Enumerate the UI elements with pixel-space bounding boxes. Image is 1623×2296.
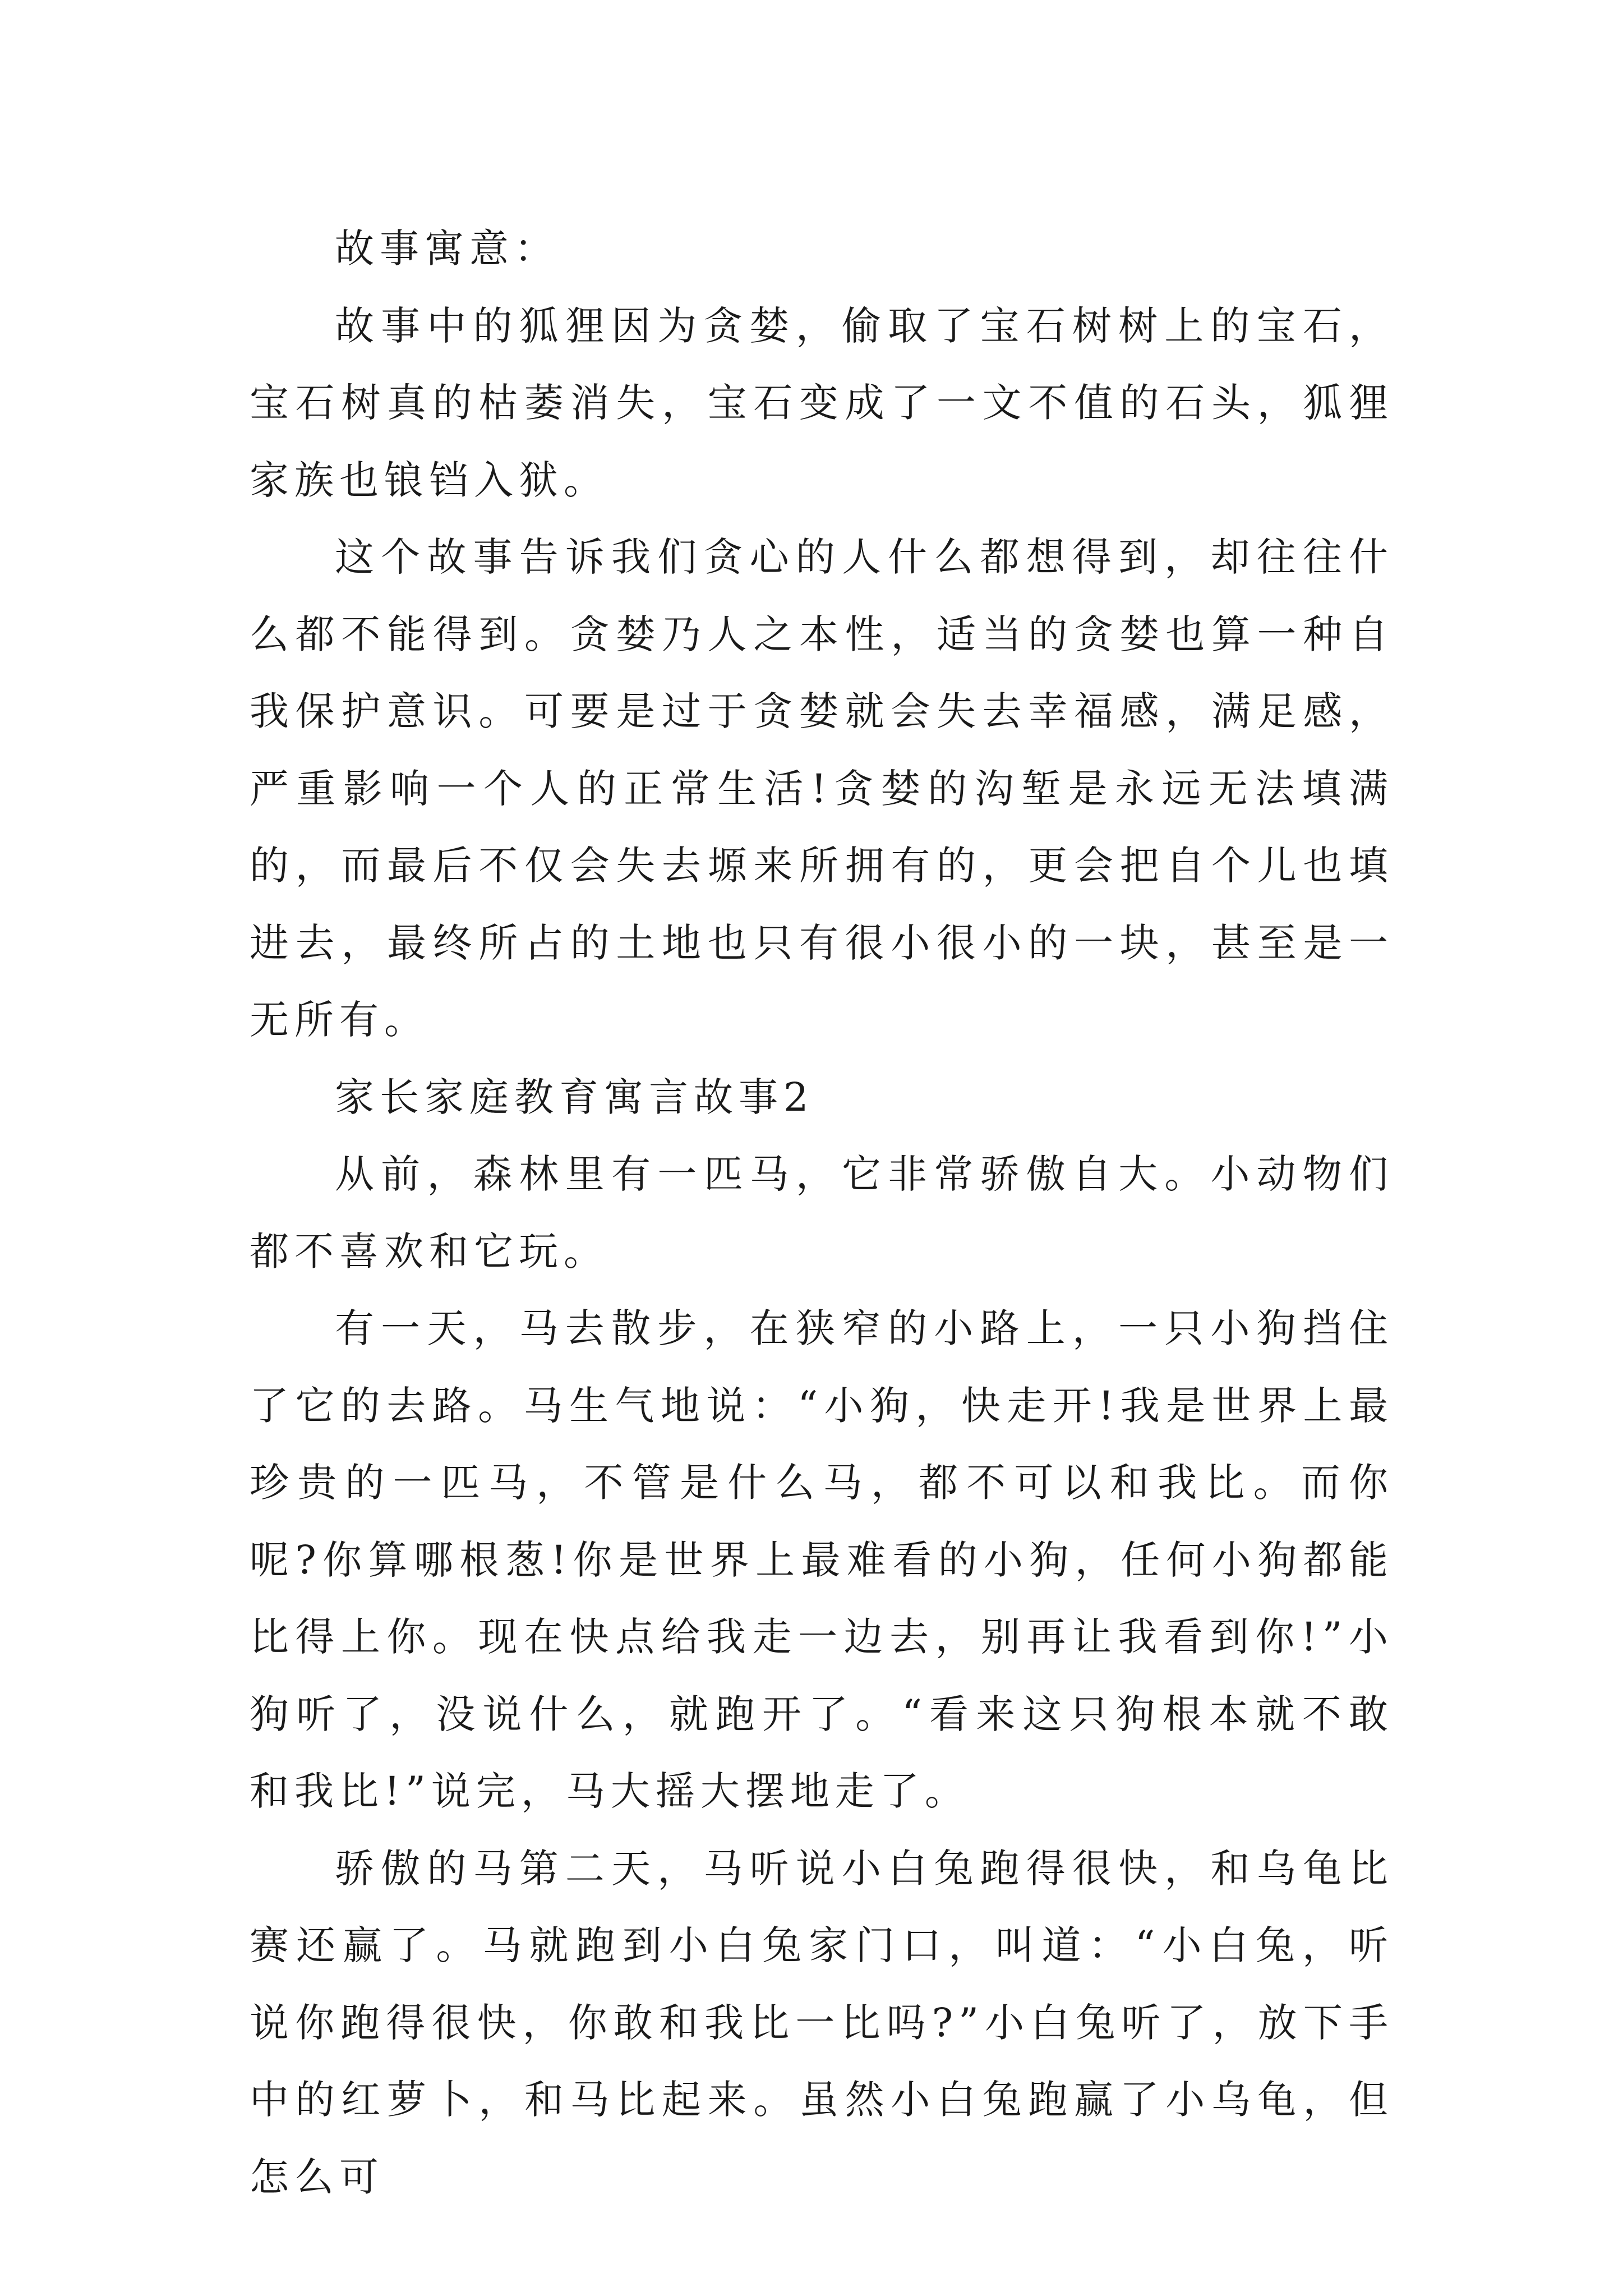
paragraph-greed-lesson: 这个故事告诉我们贪心的人什么都想得到，却往往什么都不能得到。贪婪乃人之本性，适当的贪婪也算一种自我保护意识。可要是过于贪婪就会失去幸福感，满足感，严重影响一个人的正常生活!贪婪的沟堑是永远无法填满的，而最后不仅会失去塬来所拥有的，更会把自个儿也填进去，最终所占的土地也只有很小很小的一块，甚至是一无所有。 (250, 534, 1394, 1043)
paragraph-moral-heading: 故事寓意： (335, 226, 559, 272)
paragraph-fox-summary: 故事中的狐狸因为贪婪，偷取了宝石树树上的宝石，宝石树真的枯萎消失，宝石变成了一文不值的石头，狐狸家族也锒铛入狱。 (250, 302, 1394, 503)
document-body (250, 210, 1394, 2216)
paragraph-horse-intro: 从前，森林里有一匹马，它非常骄傲自大。小动物们都不喜欢和它玩。 (250, 1151, 1394, 1274)
paragraph-horse-and-rabbit: 骄傲的马第二天，马听说小白兔跑得很快，和乌龟比赛还赢了。马就跑到小白兔家门口，叫道：“小白兔，听说你跑得很快，你敢和我比一比吗?”小白兔听了，放下手中的红萝卜，和马比起来。虽然小白兔跑赢了小乌龟，但怎么可 (250, 1845, 1394, 2200)
paragraph-horse-and-dog: 有一天，马去散步，在狭窄的小路上，一只小狗挡住了它的去路。马生气地说：“小狗，快走开!我是世界上最珍贵的一匹马，不管是什么马，都不可以和我比。而你呢?你算哪根葱!你是世界上最难看的小狗，任何小狗都能比得上你。现在快点给我走一边去，别再让我看到你!”小狗听了，没说什么，就跑开了。“看来这只狗根本就不敢和我比!”说完，马大摇大摆地走了。 (250, 1305, 1394, 1814)
section-title-story-2: 家长家庭教育寓言故事2 (335, 1074, 814, 1120)
